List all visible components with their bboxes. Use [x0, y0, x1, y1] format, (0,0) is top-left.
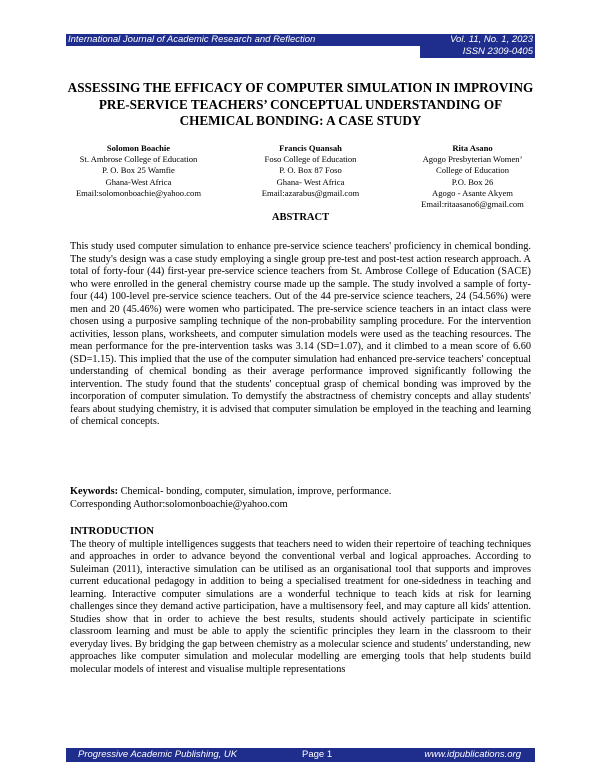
paper-title: ASSESSING THE EFFICACY OF COMPUTER SIMULATION IN IMPROVING PRE-SERVICE TEACHERS’ CONCEPTUAL UNDERSTANDING OF CHEMICAL BONDING: A CASE STUDY: [67, 80, 534, 128]
author-affiliation: Foso College of Education: [264, 154, 357, 165]
author-1: [66, 143, 211, 210]
website-link[interactable]: www.idpublications.org: [424, 749, 521, 760]
author-country: Ghana-West Africa: [105, 176, 172, 187]
author-address: P. O. Box 87 Foso: [279, 165, 342, 176]
keywords-label: Keywords:: [70, 486, 119, 497]
footer-band: [66, 748, 535, 762]
abstract-heading: ABSTRACT: [271, 212, 330, 223]
keywords-line: [70, 486, 531, 499]
author-address: P.O. Box 26: [451, 176, 494, 187]
issn-band: [420, 46, 535, 58]
page-number: Page 1: [302, 749, 333, 760]
author-block: [66, 143, 535, 210]
author-email[interactable]: Email:ritaasano6@gmail.com: [421, 199, 524, 210]
author-address: P. O. Box 25 Wamfie: [102, 165, 175, 176]
header-band: [66, 34, 535, 46]
publisher: Progressive Academic Publishing, UK: [78, 749, 238, 760]
volume-info: Vol. 11, No. 1, 2023: [450, 34, 533, 45]
author-email[interactable]: Email:solomonboachie@yahoo.com: [75, 187, 202, 198]
author-email[interactable]: Email:azarabus@gmail.com: [261, 187, 360, 198]
author-name: Rita Asano: [452, 143, 493, 153]
corresponding-author: Corresponding Author:solomonboachie@yahoo.com: [70, 498, 288, 510]
introduction-heading: INTRODUCTION: [70, 526, 155, 537]
keywords-list: Chemical- bonding, computer, simulation, improve, performance.: [118, 486, 392, 497]
author-affiliation-2: College of Education: [435, 165, 510, 176]
author-2: [251, 143, 371, 210]
introduction-section: [70, 526, 531, 676]
author-country: Ghana- West Africa: [276, 176, 345, 187]
issn: ISSN 2309-0405: [462, 46, 533, 57]
author-name: Solomon Boachie: [106, 143, 171, 153]
journal-name: International Journal of Academic Research and Reflection: [68, 34, 316, 45]
author-affiliation: Agogo Presbyterian Women’: [422, 154, 523, 165]
author-name: Francis Quansah: [279, 143, 342, 153]
author-3: [410, 143, 535, 210]
author-city: Agogo - Asante Akyem: [432, 187, 513, 198]
author-affiliation: St. Ambrose College of Education: [79, 154, 198, 165]
keywords-section: [70, 486, 531, 511]
introduction-paragraph: The theory of multiple intelligences suggests that teachers need to widen their repertoire of teaching techniques and approaches in order to advance beyond the conventional verbal and logical approaches. According to Suleiman (2011), interactive simulation can be utilised as an organisational tool that supports and improves current educational pedagogy in addition to being a specialised treatment for one-sidedness in teaching and learning. Interactive computer simulations are a wonderful technique to teach kids at risk for learning challenges since they demand active participation, have a multisensory feel, and may capture all kids' attention. Studies show that in order to achieve the best results, students should actively participate in scientific classroom learning and must be able to apply the scientific principles they learn in the classroom to their everyday lives. By bridging the gap between chemistry as a molecular science and students' understanding, new approaches like computer simulation and molecular modelling are emerging tools that help students build molecular models of interest and visualise multiple representations: [70, 538, 531, 675]
abstract-text: [70, 241, 531, 429]
abstract-paragraph: This study used computer simulation to enhance pre-service science teachers' proficiency in chemical bonding. The study's design was a case study employing a single group pre-test and post-test action research approach. A total of forty-four (44) first-year pre-service science teachers from St. Ambrose College of Education (SACE) who were enrolled in the general chemistry course made up the sample. The study involved a sample of forty-four (44) 100-level pre-service science teachers. Out of the 44 pre-service science teachers, 24 (54.56%) were men and 20 (45.46%) were women who participated. The pre-service science teachers in an intact class were chosen using a purposive sampling technique of the non-probability sampling procedure. For the intervention activities, lesson plans, worksheets, and computer simulation models were used as the teaching resources. The mean performance for the pre-intervention tasks was 3.14 (SD=1.07), and it climbed to a mean score of 6.60 (SD=1.15). This implied that the use of the computer simulation had enhanced pre-service teachers' conceptual understanding of chemical bonding as their average performance improved significantly following the intervention. The study found that the students' conceptual grasp of chemical bonding was improved by the incorporation of computer simulation. To demystify the abstractness of chemistry concepts and allay students' fears about studying chemistry, it is advised that computer simulation be employed in the teaching and learning of chemical concepts.: [70, 241, 531, 427]
